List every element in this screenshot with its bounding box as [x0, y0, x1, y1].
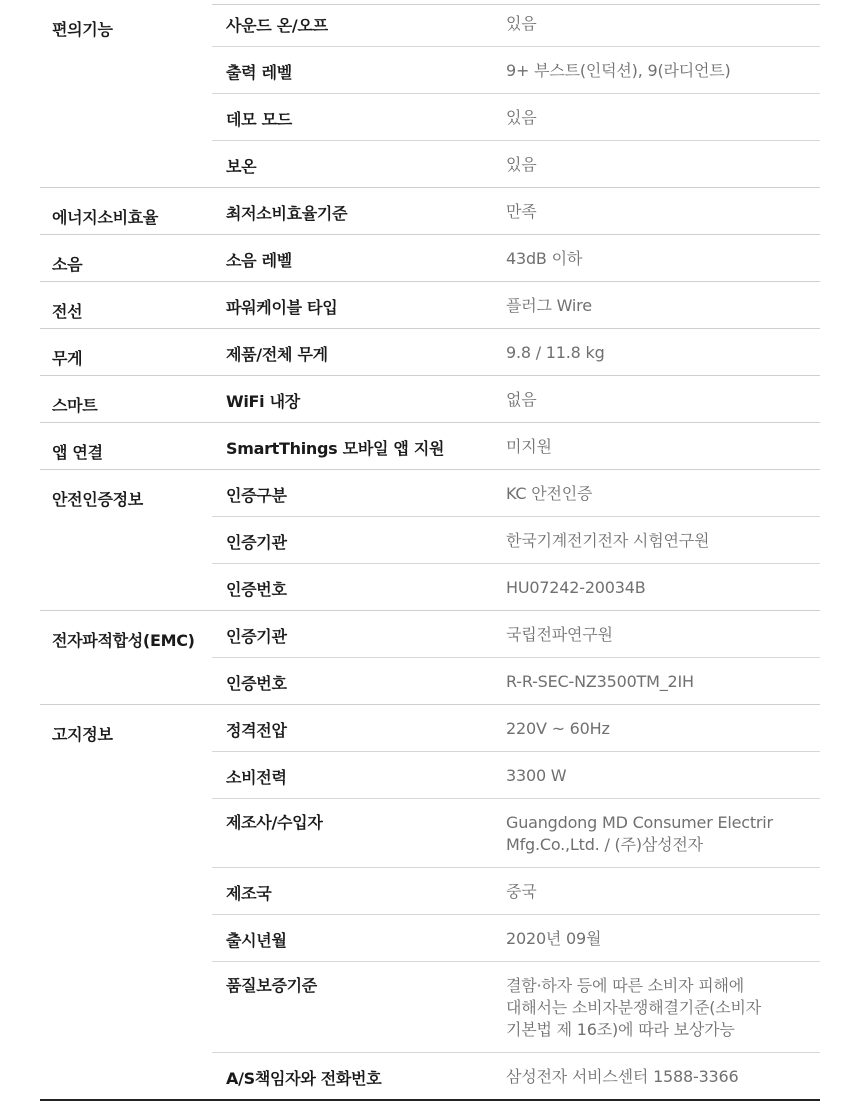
spec-category: 전자파적합성(EMC) [52, 631, 195, 650]
spec-group [40, 0, 820, 188]
spec-label: WiFi 내장 [226, 392, 300, 411]
spec-row [212, 141, 820, 187]
spec-group [40, 470, 820, 611]
spec-row [212, 188, 820, 234]
spec-rows [212, 235, 820, 281]
spec-rows [212, 705, 820, 1099]
spec-row [212, 376, 820, 422]
spec-value: R-R-SEC-NZ3500TM_2IH [506, 672, 694, 691]
spec-row [212, 752, 820, 799]
spec-row [212, 1053, 820, 1099]
spec-row [212, 329, 820, 375]
spec-value: 9+ 부스트(인덕션), 9(라디언트) [506, 61, 731, 80]
spec-label: SmartThings 모바일 앱 지원 [226, 439, 445, 458]
spec-value: 국립전파연구원 [506, 625, 613, 644]
spec-rows [212, 329, 820, 375]
spec-label: 인증번호 [226, 674, 287, 693]
spec-category: 앱 연결 [52, 443, 103, 462]
spec-value: 220V ~ 60Hz [506, 719, 610, 738]
spec-row [212, 705, 820, 752]
spec-category: 편의기능 [52, 20, 113, 39]
spec-rows [212, 282, 820, 328]
spec-category: 무게 [52, 349, 83, 368]
spec-value: 43dB 이하 [506, 249, 583, 268]
spec-category: 스마트 [52, 396, 98, 415]
spec-value: HU07242-20034B [506, 578, 646, 597]
spec-group [40, 282, 820, 329]
spec-label: A/S책임자와 전화번호 [226, 1069, 382, 1088]
spec-row [212, 868, 820, 915]
spec-label: 품질보증기준 [226, 976, 317, 995]
spec-rows [212, 470, 820, 610]
spec-label: 출시년월 [226, 931, 287, 950]
spec-label: 사운드 온/오프 [226, 16, 328, 35]
spec-value: 있음 [506, 14, 537, 33]
spec-label: 인증기관 [226, 533, 287, 552]
spec-value: 삼성전자 서비스센터 1588-3366 [506, 1067, 739, 1086]
spec-label: 제품/전체 무게 [226, 345, 328, 364]
spec-row [212, 962, 820, 1053]
spec-rows [212, 423, 820, 469]
spec-category: 안전인증정보 [52, 490, 143, 509]
spec-value: 있음 [506, 155, 537, 174]
spec-label: 인증구분 [226, 486, 287, 505]
spec-value: 없음 [506, 390, 537, 409]
spec-row [212, 282, 820, 328]
spec-label: 제조국 [226, 884, 272, 903]
spec-value: KC 안전인증 [506, 484, 593, 503]
spec-label: 제조사/수입자 [226, 813, 323, 832]
spec-category: 소음 [52, 255, 83, 274]
spec-row [212, 611, 820, 658]
spec-label: 파워케이블 타입 [226, 298, 338, 317]
spec-row [212, 423, 820, 469]
spec-label: 출력 레벨 [226, 63, 292, 82]
spec-rows [212, 376, 820, 422]
spec-category: 고지정보 [52, 725, 113, 744]
spec-label: 보온 [226, 157, 257, 176]
spec-row [212, 517, 820, 564]
spec-rows [212, 188, 820, 234]
spec-rows [212, 0, 820, 187]
spec-value: 플러그 Wire [506, 296, 592, 315]
spec-group [40, 235, 820, 282]
spec-value: 중국 [506, 882, 537, 901]
spec-value: 미지원 [506, 437, 552, 456]
spec-row [212, 799, 820, 868]
spec-row [212, 915, 820, 962]
spec-value: 2020년 09월 [506, 929, 602, 948]
spec-group [40, 329, 820, 376]
spec-label: 정격전압 [226, 721, 287, 740]
spec-row [212, 470, 820, 517]
spec-label: 소비전력 [226, 768, 287, 787]
spec-row [212, 0, 820, 47]
spec-label: 인증번호 [226, 580, 287, 599]
spec-value: 결함·하자 등에 따른 소비자 피해에 대해서는 소비자분쟁해결기준(소비자 기본법 제 16조)에 따라 보상가능 [506, 976, 762, 1039]
spec-group [40, 376, 820, 423]
spec-row [212, 47, 820, 94]
spec-value: 한국기계전기전자 시험연구원 [506, 531, 710, 550]
spec-group [40, 705, 820, 1101]
spec-row [212, 658, 820, 704]
spec-row [212, 235, 820, 281]
spec-label: 데모 모드 [226, 110, 292, 129]
spec-label: 최저소비효율기준 [226, 204, 348, 223]
spec-group [40, 188, 820, 235]
spec-value: Guangdong MD Consumer Electrir Mfg.Co.,Ltd. / (주)삼성전자 [506, 813, 773, 854]
spec-rows [212, 611, 820, 704]
spec-category: 전선 [52, 302, 83, 321]
spec-label: 소음 레벨 [226, 251, 292, 270]
spec-value: 9.8 / 11.8 kg [506, 343, 605, 362]
spec-group [40, 611, 820, 705]
spec-value: 만족 [506, 202, 537, 221]
spec-group [40, 423, 820, 470]
spec-category: 에너지소비효율 [52, 208, 159, 227]
spec-value: 있음 [506, 108, 537, 127]
spec-table [40, 0, 820, 1101]
spec-label: 인증기관 [226, 627, 287, 646]
spec-row [212, 94, 820, 141]
spec-row [212, 564, 820, 610]
spec-value: 3300 W [506, 766, 567, 785]
